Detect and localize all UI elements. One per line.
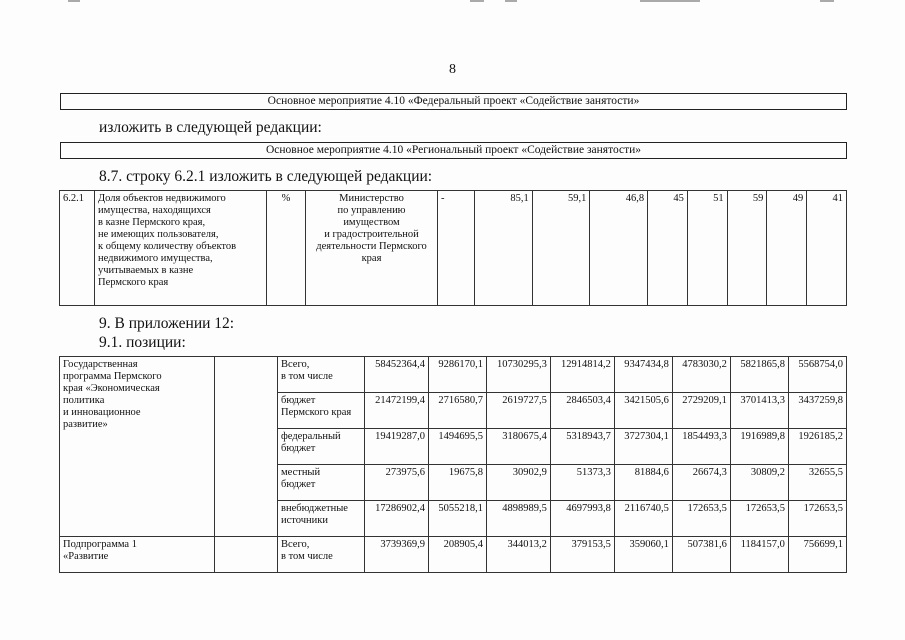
table-row [60,357,847,393]
value-cell: 26674,3 [672,465,730,501]
value-cell: 2729209,1 [672,393,730,429]
value-cell: 19675,8 [428,465,486,501]
value-cell: 58452364,4 [365,357,429,393]
value-cell: 4783030,2 [672,357,730,393]
value-cell: 379153,5 [550,537,614,573]
value-cell: 21472199,4 [365,393,429,429]
value-cell: 4898989,5 [486,501,550,537]
value-cell: 5568754,0 [788,357,846,393]
scan-mark [640,0,700,2]
value-cell: 1916989,8 [730,429,788,465]
value-cell: 59,1 [532,191,590,306]
source-label: внебюджетные источники [278,501,365,537]
scan-mark [470,0,484,2]
section-heading: 9.1. позиции: [99,334,186,351]
row-code: 6.2.1 [60,191,95,306]
value-cell: 2716580,7 [428,393,486,429]
subprogram-name: Подпрограмма 1 «Развитие [60,537,215,573]
instruction-text: изложить в следующей редакции: [99,119,322,136]
source-label: Всего, в том числе [278,537,365,573]
value-cell: 2846503,4 [550,393,614,429]
section-heading: 9. В приложении 12: [99,315,235,332]
value-cell: 49 [767,191,807,306]
value-cell: 41 [807,191,847,306]
value-cell: 19419287,0 [365,429,429,465]
value-cell: 1184157,0 [730,537,788,573]
old-row-box: Основное мероприятие 4.10 «Федеральный проект «Содействие занятости» [60,93,847,110]
value-cell: 172653,5 [788,501,846,537]
value-cell: 10730295,3 [486,357,550,393]
new-row-box: Основное мероприятие 4.10 «Региональный проект «Содействие занятости» [60,142,847,159]
value-cell: 4697993,8 [550,501,614,537]
program-name: Государственная программа Пермского края «Экономическая политика и инновационное развитие» [60,357,215,537]
value-cell: 9286170,1 [428,357,486,393]
program-blank [215,357,278,537]
value-cell: 172653,5 [672,501,730,537]
table-row [60,537,847,573]
value-cell: 756699,1 [788,537,846,573]
page-number: 8 [449,62,456,77]
value-cell: 507381,6 [672,537,730,573]
subprogram-blank [215,537,278,573]
value-cell: 45 [648,191,688,306]
value-cell: 1494695,5 [428,429,486,465]
value-cell: 2116740,5 [614,501,672,537]
value-cell: 3739369,9 [365,537,429,573]
value-cell: 1926185,2 [788,429,846,465]
indicator-name: Доля объектов недвижимого имущества, находящихся в казне Пермского края, не имеющих пользователя, к общему количеству объектов недвижимого имущества, учитываемых в казне Пермского края [95,191,267,306]
value-cell: 46,8 [590,191,648,306]
scan-mark [505,0,517,2]
section-heading: 8.7. строку 6.2.1 изложить в следующей редакции: [99,168,433,185]
value-cell: 359060,1 [614,537,672,573]
value-cell: 172653,5 [730,501,788,537]
table-row [60,191,847,306]
value-cell: 59 [727,191,767,306]
value-cell: 5318943,7 [550,429,614,465]
ministry: Министерство по управлению имуществом и градостроительной деятельности Пермского края [306,191,438,306]
value-cell: 85,1 [475,191,533,306]
scan-mark [68,0,80,2]
value-cell: 51 [687,191,727,306]
finance-table [59,356,847,573]
value-cell: 2619727,5 [486,393,550,429]
source-label: федеральный бюджет [278,429,365,465]
source-label: местный бюджет [278,465,365,501]
value-cell: 3421505,6 [614,393,672,429]
value-cell: 51373,3 [550,465,614,501]
value-cell: 273975,6 [365,465,429,501]
value-cell: 3727304,1 [614,429,672,465]
indicator-table [59,190,847,306]
value-cell: 208905,4 [428,537,486,573]
source-label: Всего, в том числе [278,357,365,393]
scan-mark [820,0,834,2]
value-cell: 1854493,3 [672,429,730,465]
value-cell: 17286902,4 [365,501,429,537]
base-value: - [438,191,475,306]
value-cell: 3180675,4 [486,429,550,465]
value-cell: 3437259,8 [788,393,846,429]
value-cell: 3701413,3 [730,393,788,429]
value-cell: 5821865,8 [730,357,788,393]
value-cell: 81884,6 [614,465,672,501]
value-cell: 5055218,1 [428,501,486,537]
value-cell: 12914814,2 [550,357,614,393]
value-cell: 30902,9 [486,465,550,501]
value-cell: 30809,2 [730,465,788,501]
source-label: бюджет Пермского края [278,393,365,429]
value-cell: 344013,2 [486,537,550,573]
value-cell: 32655,5 [788,465,846,501]
unit: % [267,191,306,306]
value-cell: 9347434,8 [614,357,672,393]
